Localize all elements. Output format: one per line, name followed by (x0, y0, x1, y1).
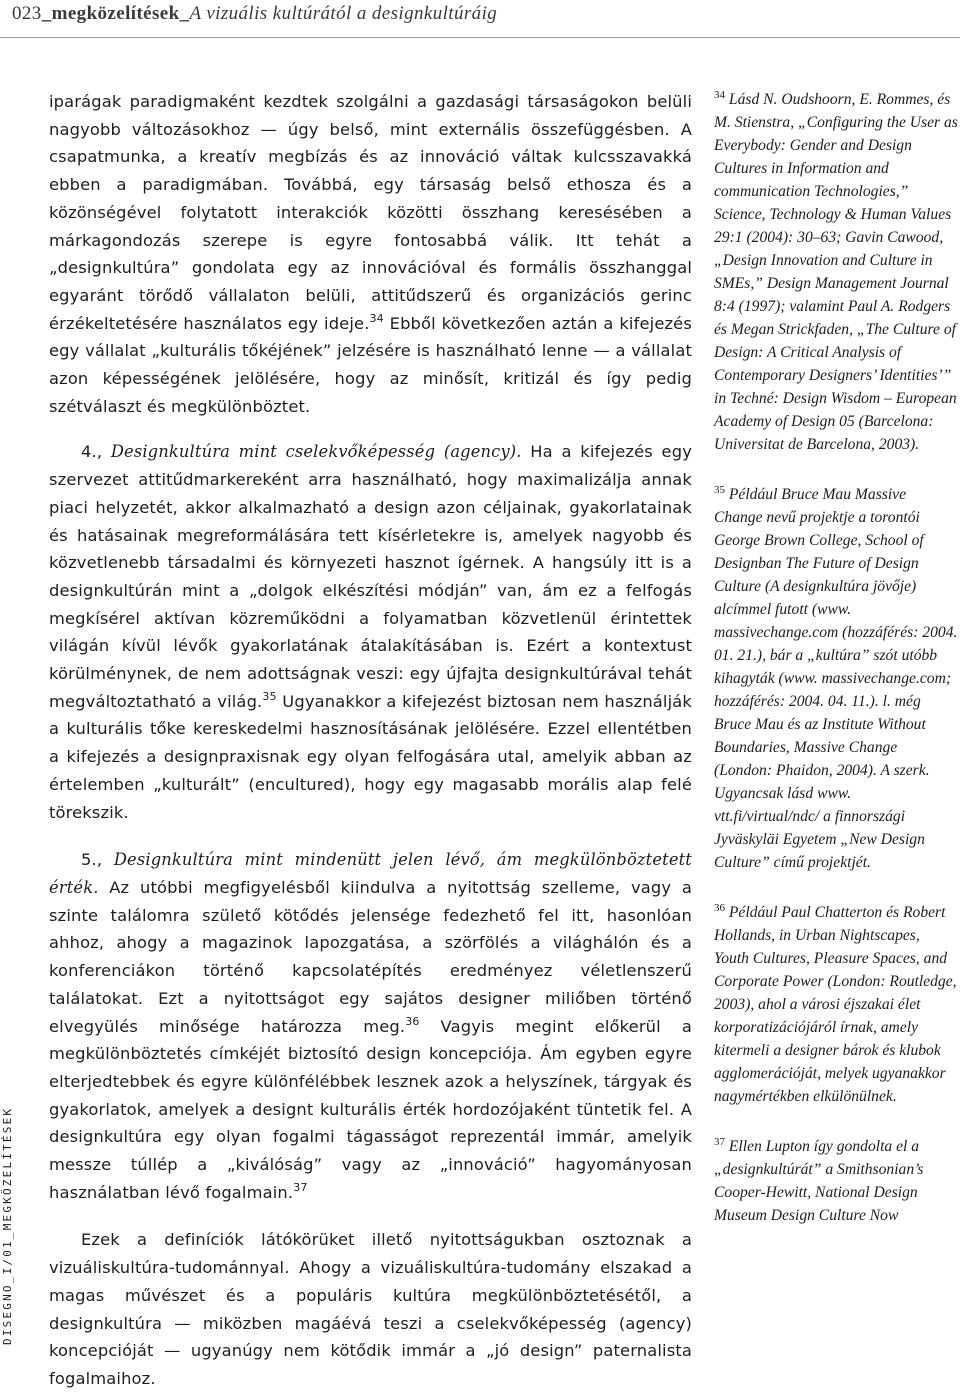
paragraph-2-text-a: Ha a kifejezés egy szervezet attitűdmarkereként arra használható, hogy maximalizálja annak piaci helyzetét, akkor alkalmazható a design azon céljainak, gyakorlatainak és hatásainak megreformálására tett kísérletekre is, amelyek nagyobb és közvetlenebb társadalmi és környezeti hasznot ígérnek. A hangsúly itt is a designkultúrán mint a „dolgok elkészítési módján” van, ám ez a felfogás megkísérel aktívan közreműködni a folyamatban közvetlenül érintettek világán kívül lévők gyakorlatának átalakításában is. Ezért a kontextust körülménynek, de nem adottságnak veszi: egy újfajta designkultúrával tehát megváltoztatható a világ. (49, 442, 692, 711)
section-heading-5: Designkultúra mint mindenütt jelen lévő, ám megkülönböztetett érték. (49, 850, 692, 897)
section-label: _megközelítések_ (41, 3, 190, 24)
footnote-number: 35 (714, 484, 725, 496)
paragraph-3-text-a: Az utóbbi megfigyelésből kiindulva a nyitottság szelleme, vagy a szinte találomra születő kötődés jelensége fedezhető fel itt, hasonlóan ahhoz, ahogy a magazinok lapozgatása, a szörfölés a világhálón és a konferenciákon történő kapcsolatépítés eredményez véletlenszerű találatokat. Ezt a nyitottságot egy sajátos designer miliőben történő elvegyülés minősége határozza meg. (49, 877, 692, 1036)
section-number-4: 4., (81, 442, 103, 462)
footnote-number: 34 (714, 89, 725, 101)
footnote-number: 37 (714, 1136, 725, 1148)
paragraph-2-text-b: Ugyanakkor a kifejezést biztosan nem használják a kulturális tőke kereskedelmi hasznosításának jelölésére. Ezzel ellentétben a kifejezés a designpraxisnak egy olyan felfogására utal, amelyik abban az értelemben „kulturált” (encultured), hogy egy magasabb morális alap felé törekszik. (49, 691, 692, 822)
footnote-ref-37: 37 (293, 1180, 308, 1194)
footnote-34 (714, 88, 958, 456)
footnote-ref-34: 34 (369, 311, 384, 325)
footnote-text: Lásd N. Oudshoorn, E. Rommes, és M. Stienstra, „Configuring the User as Everybody: Gender and Design Cultures in Information and communication Technologies,” Science, Technology & Human Values 29:1 (2004): 30–63; Gavin Cawood, „Design Innovation and Culture in SMEs,” Design Management Journal 8:4 (1997); valamint Paul A. Rodgers és Megan Strickfaden, „The Culture of Design: A Critical Analysis of Contemporary Designers’ Identities’” in Techné: Design Wisdom – European Academy of Design 05 (Barcelona: Universitat de Barcelona, 2003). (714, 91, 958, 453)
side-label: DISEGNO_I/01_MEGKÖZELÍTÉSEK (1, 1106, 14, 1345)
footnote-ref-36: 36 (405, 1014, 420, 1028)
page-title: A vizuális kultúrától a designkultúráig (189, 3, 498, 24)
footnote-ref-35: 35 (262, 689, 277, 703)
footnote-number: 36 (714, 902, 725, 914)
body-text (49, 88, 692, 1393)
footnotes-column (714, 88, 958, 1254)
header-rule (0, 37, 960, 38)
paragraph-3-text-b: Vagyis megint előkerül a megkülönböztetés címkéjét biztosító design koncepciója. Ám egyben egyre elterjedtebbek és egyre különfélébbek lesznek azok a helyszínek, tárgyak és gyakorlatok, amelyek a designt kulturális érték hordozójaként tüntetik fel. A designkultúra egy olyan fogalmi tágasságot reprezentál immár, amelyik messze túllép a „kiválóság” vagy az „innováció” hagyományosan használatban lévő fogalmain. (49, 1016, 692, 1202)
footnote-35 (714, 483, 958, 874)
paragraph-4: Ezek a definíciók látókörüket illető nyitottságukban osztoznak a vizuáliskultúra-tudománnyal. Ahogy a vizuáliskultúra-tudomány elszakad a magas művészet és a populáris kultúra megkülönböztetésétől, a designkultúra — miközben magáévá teszi a cselekvőképesség (agency) koncepcióját — ugyanúgy nem kötődik immár a „jó design” paternalista fogalmaihoz. (49, 1230, 692, 1388)
footnote-37 (714, 1135, 958, 1227)
paragraph-2 (49, 438, 692, 826)
paragraph-3 (49, 846, 692, 1206)
footnote-text: Például Bruce Mau Massive Change nevű projektje a torontói George Brown College, School of Designban The Future of Design Culture (A designkultúra jövője) alcímmel futott (www. massivechange.com (hozzáférés: 2004. 01. 21.), bár a „kultúra” szót utóbb kihagyták (www. massivechange.com; hozzáférés: 2004. 04. 11.). l. még Bruce Mau és az Institute Without Boundaries, Massive Change (London: Phaidon, 2004). A szerk. Ugyancsak lásd www. vtt.fi/virtual/ndc/ a finnországi Jyväskyläi Egyetem „New Design Culture” című projektjét. (714, 486, 958, 871)
running-head (12, 3, 942, 25)
section-number-5: 5., (81, 850, 103, 870)
footnote-36 (714, 901, 958, 1108)
paragraph-1 (49, 88, 692, 420)
paragraph-1-text-a: iparágak paradigmaként kezdtek szolgálni a gazdasági társaságokon belüli nagyobb változásokhoz — úgy belső, mint externális összefüggésben. A csapatmunka, a kreatív megbízás és az innováció váltak kulcsszavakká ebben a paradigmában. Továbbá, egy társaság belső ethosza és a közönségével folytatott interakciók közötti összhang keresésében a márkagondozás szerepe is egyre fontosabbá válik. Itt tehát a „designkultúra” gondolata egy az innovációval és formális összhanggal egyaránt törődő vállalaton belüli, attitűdszerű és organizációs gerinc érzékeltetésére használatos egy ideje. (49, 92, 692, 333)
footnote-text: Ellen Lupton így gondolta el a „designkultúrát” a Smithsonian’s Cooper-Hewitt, National Design Museum Design Culture Now (714, 1138, 924, 1224)
section-heading-4: Designkultúra mint cselekvőképesség (agency). (102, 442, 522, 462)
paragraph-1-text-b: Ebből következően aztán a kifejezés egy vállalat „kulturális tőkéjének” jelzésére is használható lenne — a vállalat azon képességének jelölésére, hogy az minősít, kritizál és így pedig szétválaszt és megkülönböztet. (49, 313, 692, 416)
page-number: 023 (12, 3, 42, 24)
footnote-text: Például Paul Chatterton és Robert Hollands, in Urban Nightscapes, Youth Cultures, Pleasure Spaces, and Corporate Power (London: Routledge, 2003), ahol a városi éjszakai élet korporatizációjáról írnak, amely kitermeli a designer bárok és klubok agglomerációját, melyek ugyanakkor nagymértékben elkülönülnek. (714, 904, 957, 1105)
